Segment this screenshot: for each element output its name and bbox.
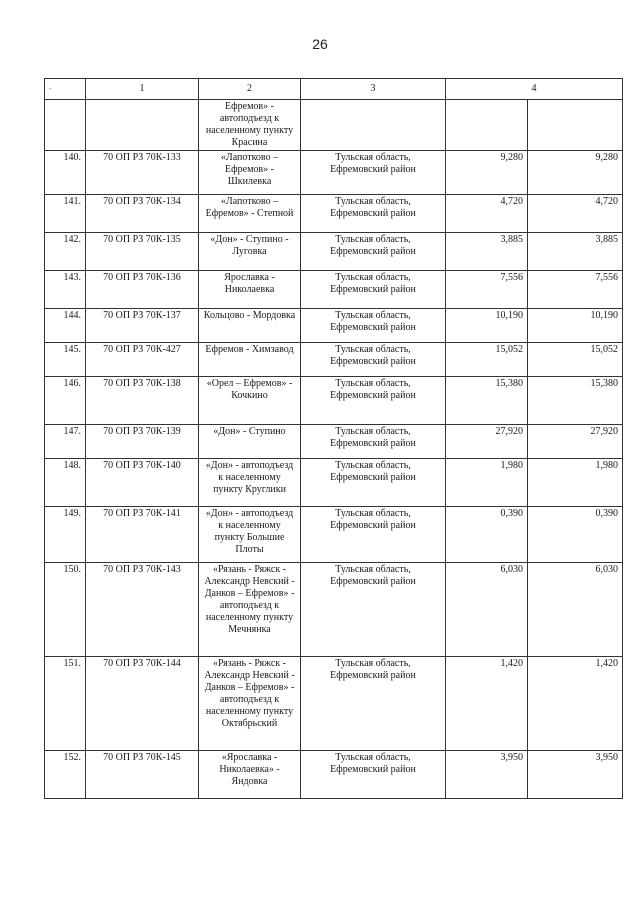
road-name: «Дон» - автоподъезд к населенному пункту Большие Плоты bbox=[199, 507, 301, 563]
table-row bbox=[45, 309, 623, 343]
road-length-total: 1,420 bbox=[528, 657, 623, 751]
road-length-total: 4,720 bbox=[528, 195, 623, 233]
road-length-value: 9,280 bbox=[446, 151, 528, 195]
table-row bbox=[45, 425, 623, 459]
road-registry-table bbox=[44, 78, 623, 799]
road-id: 70 ОП РЗ 70К-134 bbox=[86, 195, 199, 233]
table-row bbox=[45, 271, 623, 309]
road-id: 70 ОП РЗ 70К-137 bbox=[86, 309, 199, 343]
page-number: 26 bbox=[312, 36, 328, 52]
road-length-value: 27,920 bbox=[446, 425, 528, 459]
row-number: 141. bbox=[45, 195, 86, 233]
road-length-value: 3,885 bbox=[446, 233, 528, 271]
road-length-total: 9,280 bbox=[528, 151, 623, 195]
header-cell-4: 4 bbox=[446, 79, 623, 100]
header-cell-0: - bbox=[45, 79, 86, 100]
road-id: 70 ОП РЗ 70К-138 bbox=[86, 377, 199, 425]
table-row bbox=[45, 195, 623, 233]
road-length-total: 15,380 bbox=[528, 377, 623, 425]
road-name: Ярославка - Николаевка bbox=[199, 271, 301, 309]
table-row bbox=[45, 507, 623, 563]
road-name: «Рязань - Ряжск - Александр Невский - Данков – Ефремов» - автоподъезд к населенному пункту Мечнянка bbox=[199, 563, 301, 657]
road-length-value: 4,720 bbox=[446, 195, 528, 233]
road-length-total: 27,920 bbox=[528, 425, 623, 459]
road-length-total: 15,052 bbox=[528, 343, 623, 377]
road-region: Тульская область, Ефремовский район bbox=[301, 151, 446, 195]
road-length-value: 6,030 bbox=[446, 563, 528, 657]
road-region: Тульская область, Ефремовский район bbox=[301, 657, 446, 751]
road-region bbox=[301, 100, 446, 151]
table-row bbox=[45, 377, 623, 425]
table-row bbox=[45, 233, 623, 271]
row-number: 146. bbox=[45, 377, 86, 425]
row-number: 150. bbox=[45, 563, 86, 657]
road-length-value: 3,950 bbox=[446, 751, 528, 799]
road-length-value: 7,556 bbox=[446, 271, 528, 309]
road-id: 70 ОП РЗ 70К-141 bbox=[86, 507, 199, 563]
road-name: «Лапотково – Ефремов» - Шкилевка bbox=[199, 151, 301, 195]
table-row bbox=[45, 459, 623, 507]
row-number: 144. bbox=[45, 309, 86, 343]
road-length-value: 1,420 bbox=[446, 657, 528, 751]
road-name: Кольцово - Мордовка bbox=[199, 309, 301, 343]
road-length-total: 6,030 bbox=[528, 563, 623, 657]
header-cell-1: 1 bbox=[86, 79, 199, 100]
road-region: Тульская область, Ефремовский район bbox=[301, 343, 446, 377]
road-id: 70 ОП РЗ 70К-145 bbox=[86, 751, 199, 799]
row-number: 145. bbox=[45, 343, 86, 377]
table-row bbox=[45, 657, 623, 751]
road-id: 70 ОП РЗ 70К-139 bbox=[86, 425, 199, 459]
road-length-value: 10,190 bbox=[446, 309, 528, 343]
road-name: «Рязань - Ряжск - Александр Невский - Данков – Ефремов» - автоподъезд к населенному пункту Октябрьский bbox=[199, 657, 301, 751]
row-number: 143. bbox=[45, 271, 86, 309]
road-length-value bbox=[446, 100, 528, 151]
table-row bbox=[45, 151, 623, 195]
road-id bbox=[86, 100, 199, 151]
road-length-total: 3,885 bbox=[528, 233, 623, 271]
road-length-value: 15,052 bbox=[446, 343, 528, 377]
road-name: «Лапотково – Ефремов» - Степной bbox=[199, 195, 301, 233]
road-length-value: 0,390 bbox=[446, 507, 528, 563]
road-region: Тульская область, Ефремовский район bbox=[301, 507, 446, 563]
row-number: 147. bbox=[45, 425, 86, 459]
road-id: 70 ОП РЗ 70К-136 bbox=[86, 271, 199, 309]
road-id: 70 ОП РЗ 70К-140 bbox=[86, 459, 199, 507]
row-number: 140. bbox=[45, 151, 86, 195]
road-region: Тульская область, Ефремовский район bbox=[301, 377, 446, 425]
road-id: 70 ОП РЗ 70К-135 bbox=[86, 233, 199, 271]
table-row bbox=[45, 100, 623, 151]
road-region: Тульская область, Ефремовский район bbox=[301, 233, 446, 271]
road-name: «Дон» - автоподъезд к населенному пункту Круглики bbox=[199, 459, 301, 507]
row-number: 148. bbox=[45, 459, 86, 507]
road-length-total: 7,556 bbox=[528, 271, 623, 309]
road-length-total: 1,980 bbox=[528, 459, 623, 507]
road-id: 70 ОП РЗ 70К-427 bbox=[86, 343, 199, 377]
road-length-value: 15,380 bbox=[446, 377, 528, 425]
table-row bbox=[45, 343, 623, 377]
road-length-total bbox=[528, 100, 623, 151]
road-name: «Дон» - Ступино bbox=[199, 425, 301, 459]
header-cell-3: 3 bbox=[301, 79, 446, 100]
table-header-row bbox=[45, 79, 623, 100]
table-row bbox=[45, 751, 623, 799]
road-length-total: 3,950 bbox=[528, 751, 623, 799]
row-number: 142. bbox=[45, 233, 86, 271]
road-name: Ефремов» - автоподъезд к населенному пункту Красина bbox=[199, 100, 301, 151]
row-number: 151. bbox=[45, 657, 86, 751]
road-region: Тульская область, Ефремовский район bbox=[301, 195, 446, 233]
row-number: 149. bbox=[45, 507, 86, 563]
road-length-total: 10,190 bbox=[528, 309, 623, 343]
table-row bbox=[45, 563, 623, 657]
header-cell-2: 2 bbox=[199, 79, 301, 100]
road-id: 70 ОП РЗ 70К-133 bbox=[86, 151, 199, 195]
road-length-value: 1,980 bbox=[446, 459, 528, 507]
road-region: Тульская область, Ефремовский район bbox=[301, 563, 446, 657]
road-name: «Дон» - Ступино - Луговка bbox=[199, 233, 301, 271]
road-region: Тульская область, Ефремовский район bbox=[301, 751, 446, 799]
road-region: Тульская область, Ефремовский район bbox=[301, 309, 446, 343]
road-region: Тульская область, Ефремовский район bbox=[301, 271, 446, 309]
road-region: Тульская область, Ефремовский район bbox=[301, 459, 446, 507]
road-length-total: 0,390 bbox=[528, 507, 623, 563]
road-id: 70 ОП РЗ 70К-143 bbox=[86, 563, 199, 657]
road-id: 70 ОП РЗ 70К-144 bbox=[86, 657, 199, 751]
road-region: Тульская область, Ефремовский район bbox=[301, 425, 446, 459]
road-name: «Ярославка - Николаевка» - Яндовка bbox=[199, 751, 301, 799]
row-number: 152. bbox=[45, 751, 86, 799]
road-name: «Орел – Ефремов» - Кочкино bbox=[199, 377, 301, 425]
road-name: Ефремов - Химзавод bbox=[199, 343, 301, 377]
row-number bbox=[45, 100, 86, 151]
